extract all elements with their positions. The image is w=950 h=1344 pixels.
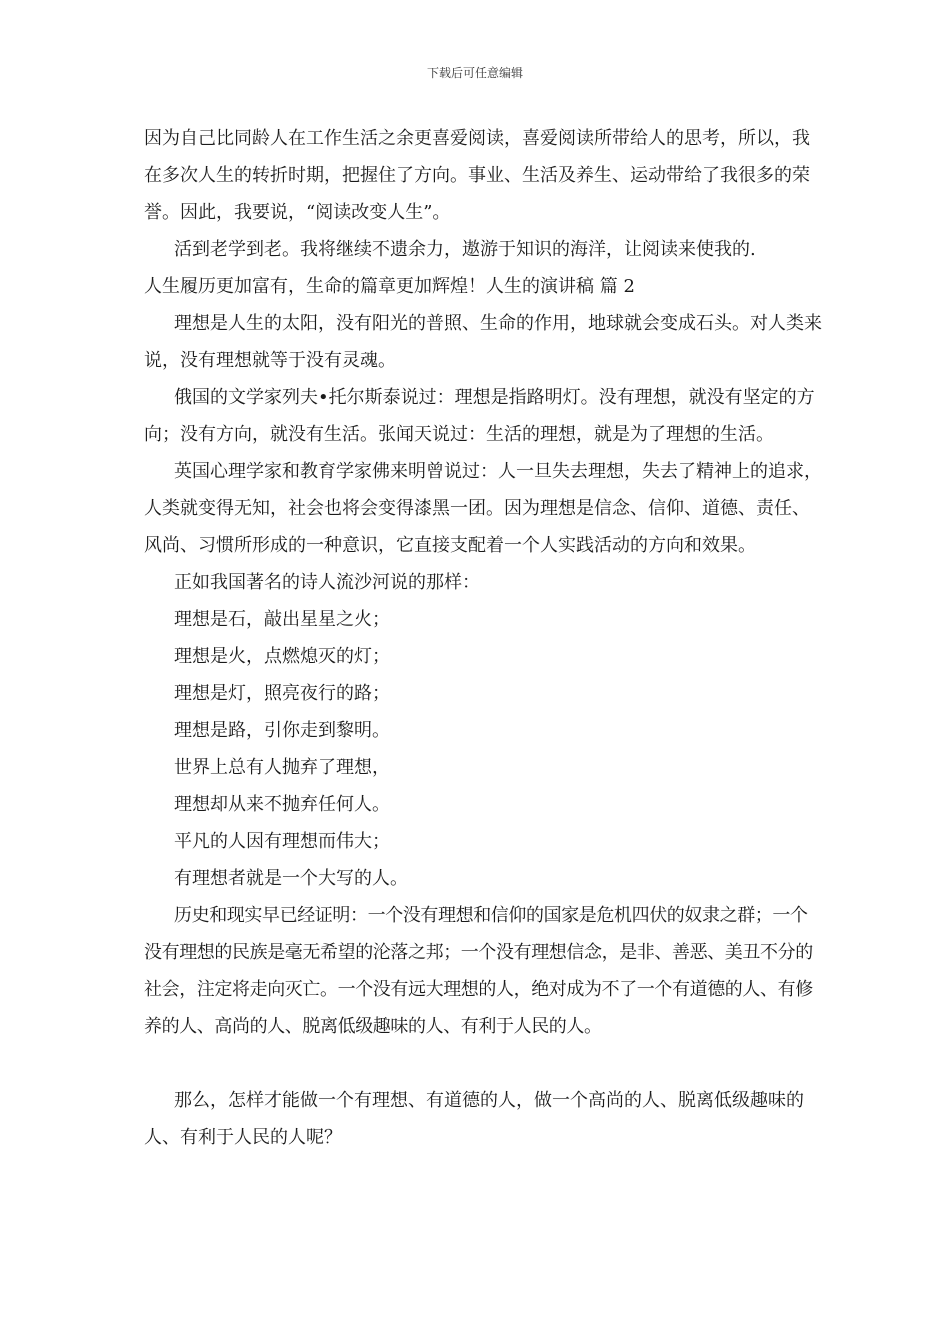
- paragraph: 俄国的文学家列夫•托尔斯泰说过：理想是指路明灯。没有理想，就没有坚定的方向；没有方向，就没有生活。张闻天说过：生活的理想，就是为了理想的生活。: [144, 387, 815, 445]
- paragraph: 因为自己比同龄人在工作生活之余更喜爱阅读，喜爱阅读所带给人的思考，所以，我在多次人生的转折时期，把握住了方向。事业、生活及养生、运动带给了我很多的荣誉。因此，我要说，“阅读改变人生”。: [144, 128, 810, 223]
- paragraph: 英国心理学家和教育学家佛来明曾说过：人一旦失去理想，失去了精神上的追求，人类就变得无知，社会也将会变得漆黑一团。因为理想是信念、信仰、道德、责任、风尚、习惯所形成的一种意识，它直接支配着一个人实践活动的方向和效果。: [144, 461, 822, 556]
- poem-line: 平凡的人因有理想而伟大；: [174, 831, 390, 852]
- poem-line: 理想是石，敲出星星之火；: [174, 609, 390, 630]
- paragraph: 正如我国著名的诗人流沙河说的那样：: [174, 572, 480, 593]
- poem-line: 理想是灯，照亮夜行的路；: [174, 683, 390, 704]
- paragraph: 历史和现实早已经证明：一个没有理想和信仰的国家是危机四伏的奴隶之群；一个没有理想的民族是毫无希望的沦落之邦；一个没有理想信念，是非、善恶、美丑不分的社会，注定将走向灭亡。一个没有远大理想的人，绝对成为不了一个有道德的人、有修养的人、高尚的人、脱离低级趣味的人、有利于人民的人。: [144, 905, 813, 1037]
- poem-line: 有理想者就是一个大写的人。: [174, 868, 408, 889]
- paragraph: 理想是人生的太阳，没有阳光的普照、生命的作用，地球就会变成石头。对人类来说，没有理想就等于没有灵魂。: [144, 313, 822, 371]
- poem-line: 理想是火，点燃熄灭的灯；: [174, 646, 390, 667]
- page-header-note: 下载后可任意编辑: [426, 66, 523, 80]
- poem-line: 世界上总有人抛弃了理想，: [174, 757, 390, 778]
- poem-line: 理想是路，引你走到黎明。: [174, 720, 390, 741]
- document-body: [144, 120, 824, 1156]
- paragraph: 活到老学到老。我将继续不遗余力，遨游于知识的海洋，让阅读来使我的.: [174, 239, 756, 260]
- paragraph: 人生履历更加富有，生命的篇章更加辉煌！人生的演讲稿 篇 2: [144, 276, 635, 297]
- paragraph: 那么，怎样才能做一个有理想、有道德的人，做一个高尚的人、脱离低级趣味的人、有利于人民的人呢？: [144, 1090, 804, 1148]
- blank-line: [144, 1045, 824, 1082]
- poem-line: 理想却从来不抛弃任何人。: [174, 794, 390, 815]
